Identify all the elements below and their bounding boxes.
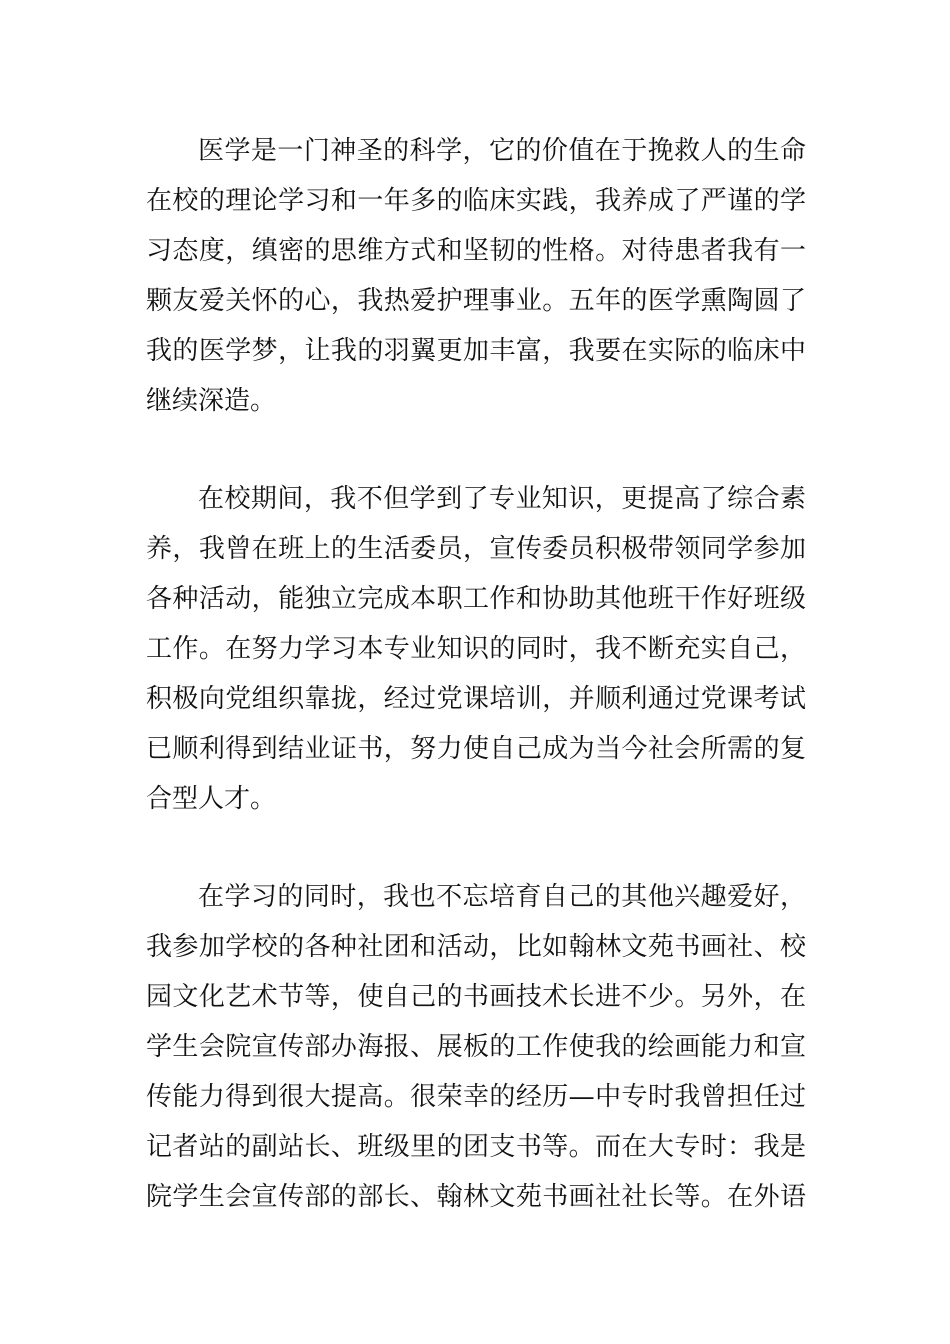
paragraph-medicine xyxy=(146,126,806,426)
paragraph-line: 各种活动，能独立完成本职工作和协助其他班干作好班级 xyxy=(146,584,806,614)
paragraph-school-period xyxy=(146,474,806,824)
paragraph-line: 在学习的同时，我也不忘培育自己的其他兴趣爱好， xyxy=(198,882,806,912)
paragraph-line: 在校的理论学习和一年多的临床实践，我养成了严谨的学 xyxy=(146,186,806,216)
paragraph-line: 习态度，缜密的思维方式和坚韧的性格。对待患者我有一 xyxy=(146,236,806,266)
paragraph-line: 传能力得到很大提高。很荣幸的经历—中专时我曾担任过 xyxy=(146,1082,806,1112)
paragraph-line: 院学生会宣传部的部长、翰林文苑书画社社长等。在外语 xyxy=(146,1182,806,1212)
paragraph-line: 我的医学梦，让我的羽翼更加丰富，我要在实际的临床中 xyxy=(146,336,806,366)
paragraph-line: 学生会院宣传部办海报、展板的工作使我的绘画能力和宣 xyxy=(146,1032,806,1062)
paragraph-line: 园文化艺术节等，使自己的书画技术长进不少。另外，在 xyxy=(146,982,806,1012)
paragraph-line: 在校期间，我不但学到了专业知识，更提高了综合素 xyxy=(198,484,806,514)
paragraph-line: 继续深造。 xyxy=(146,386,277,416)
paragraph-hobbies xyxy=(146,872,806,1222)
paragraph-line: 医学是一门神圣的科学，它的价值在于挽救人的生命 xyxy=(198,136,806,166)
paragraph-line: 已顺利得到结业证书，努力使自己成为当今社会所需的复 xyxy=(146,734,806,764)
paragraph-line: 合型人才。 xyxy=(146,784,277,814)
paragraph-line: 养，我曾在班上的生活委员，宣传委员积极带领同学参加 xyxy=(146,534,806,564)
paragraph-line: 颗友爱关怀的心，我热爱护理事业。五年的医学熏陶圆了 xyxy=(146,286,806,316)
paragraph-line: 工作。在努力学习本专业知识的同时，我不断充实自己， xyxy=(146,634,806,664)
paragraph-line: 我参加学校的各种社团和活动，比如翰林文苑书画社、校 xyxy=(146,932,806,962)
paragraph-line: 积极向党组织靠拢，经过党课培训，并顺利通过党课考试 xyxy=(146,684,806,714)
paragraph-line: 记者站的副站长、班级里的团支书等。而在大专时：我是 xyxy=(146,1132,806,1162)
